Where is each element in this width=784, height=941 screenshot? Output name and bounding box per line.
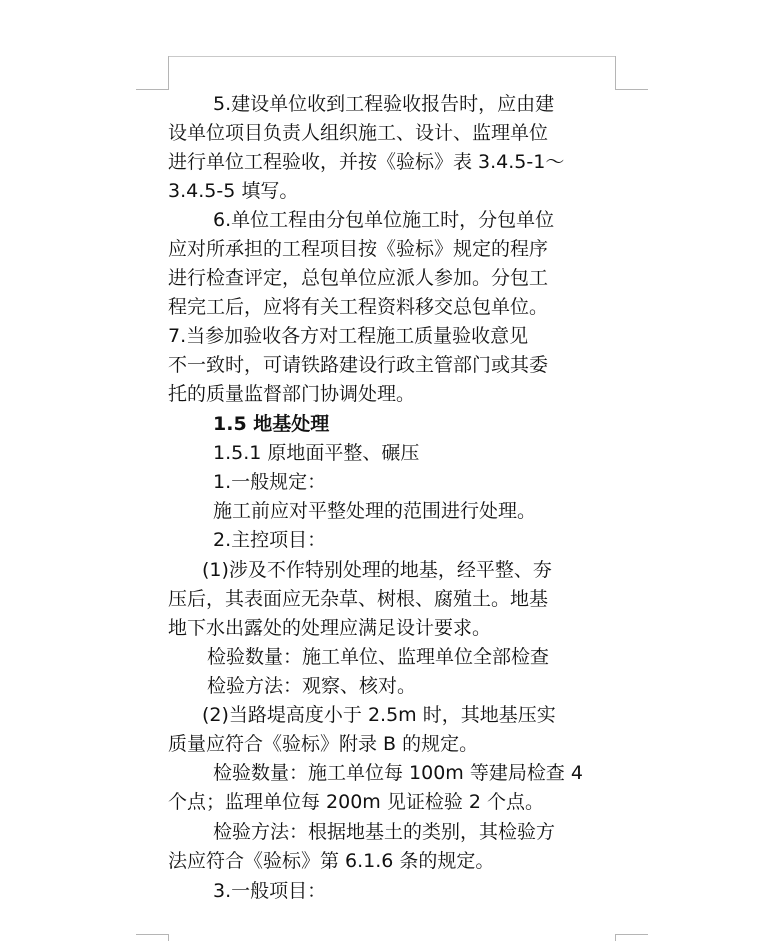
item-5-line-2: 设单位项目负责人组织施工、设计、监理单位 (168, 122, 549, 144)
main-item-2-inspection-quantity-line-1: 检验数量：施工单位每 100m 等建局检查 4 (213, 762, 583, 784)
crop-mark-top-left (136, 56, 169, 90)
main-item-2-inspection-method-line-2: 法应符合《验标》第 6.1.6 条的规定。 (168, 850, 495, 872)
item-6-line-4: 程完工后，应将有关工程资料移交总包单位。 (168, 296, 549, 318)
item-5-line-3: 进行单位工程验收，并按《验标》表 3.4.5-1～ (168, 151, 565, 173)
subsection-heading-1-5-1: 1.5.1 原地面平整、碾压 (213, 442, 420, 464)
main-item-1-inspection-quantity: 检验数量：施工单位、监理单位全部检查 (207, 646, 550, 668)
section-heading-1-5: 1.5 地基处理 (213, 413, 330, 435)
page-top-border (168, 56, 615, 57)
item-6-line-3: 进行检查评定，总包单位应派人参加。分包工 (168, 267, 549, 289)
main-item-1-line-3: 地下水出露处的处理应满足设计要求。 (168, 617, 492, 639)
general-items-heading: 3.一般项目： (213, 880, 327, 902)
item-5-line-1: 5.建设单位收到工程验收报告时，应由建 (213, 93, 555, 115)
main-item-1-inspection-method: 检验方法：观察、核对。 (207, 675, 417, 697)
item-7-line-1: 7.当参加验收各方对工程施工质量验收意见 (168, 325, 529, 347)
main-item-2-inspection-method-line-1: 检验方法：根据地基土的类别，其检验方 (213, 821, 556, 843)
crop-mark-top-right (615, 56, 648, 90)
item-7-line-2: 不一致时，可请铁路建设行政主管部门或其委 (168, 354, 549, 376)
main-item-1-line-2: 压后，其表面应无杂草、树根、腐殖土。地基 (168, 588, 549, 610)
main-items-heading: 2.主控项目： (213, 529, 327, 551)
item-7-line-3: 托的质量监督部门协调处理。 (168, 383, 416, 405)
main-item-2-line-1: (2)当路堤高度小于 2.5m 时，其地基压实 (202, 704, 556, 726)
general-rules-text: 施工前应对平整处理的范围进行处理。 (213, 500, 537, 522)
general-rules-heading: 1.一般规定： (213, 471, 327, 493)
item-6-line-1: 6.单位工程由分包单位施工时，分包单位 (213, 209, 555, 231)
main-item-1-line-1: (1)涉及不作特别处理的地基，经平整、夯 (202, 559, 552, 581)
main-item-2-line-2: 质量应符合《验标》附录 B 的规定。 (168, 733, 479, 755)
main-item-2-inspection-quantity-line-2: 个点；监理单位每 200m 见证检验 2 个点。 (168, 791, 545, 813)
item-5-line-4: 3.4.5-5 填写。 (168, 180, 299, 202)
item-6-line-2: 应对所承担的工程项目按《验标》规定的程序 (168, 238, 549, 260)
